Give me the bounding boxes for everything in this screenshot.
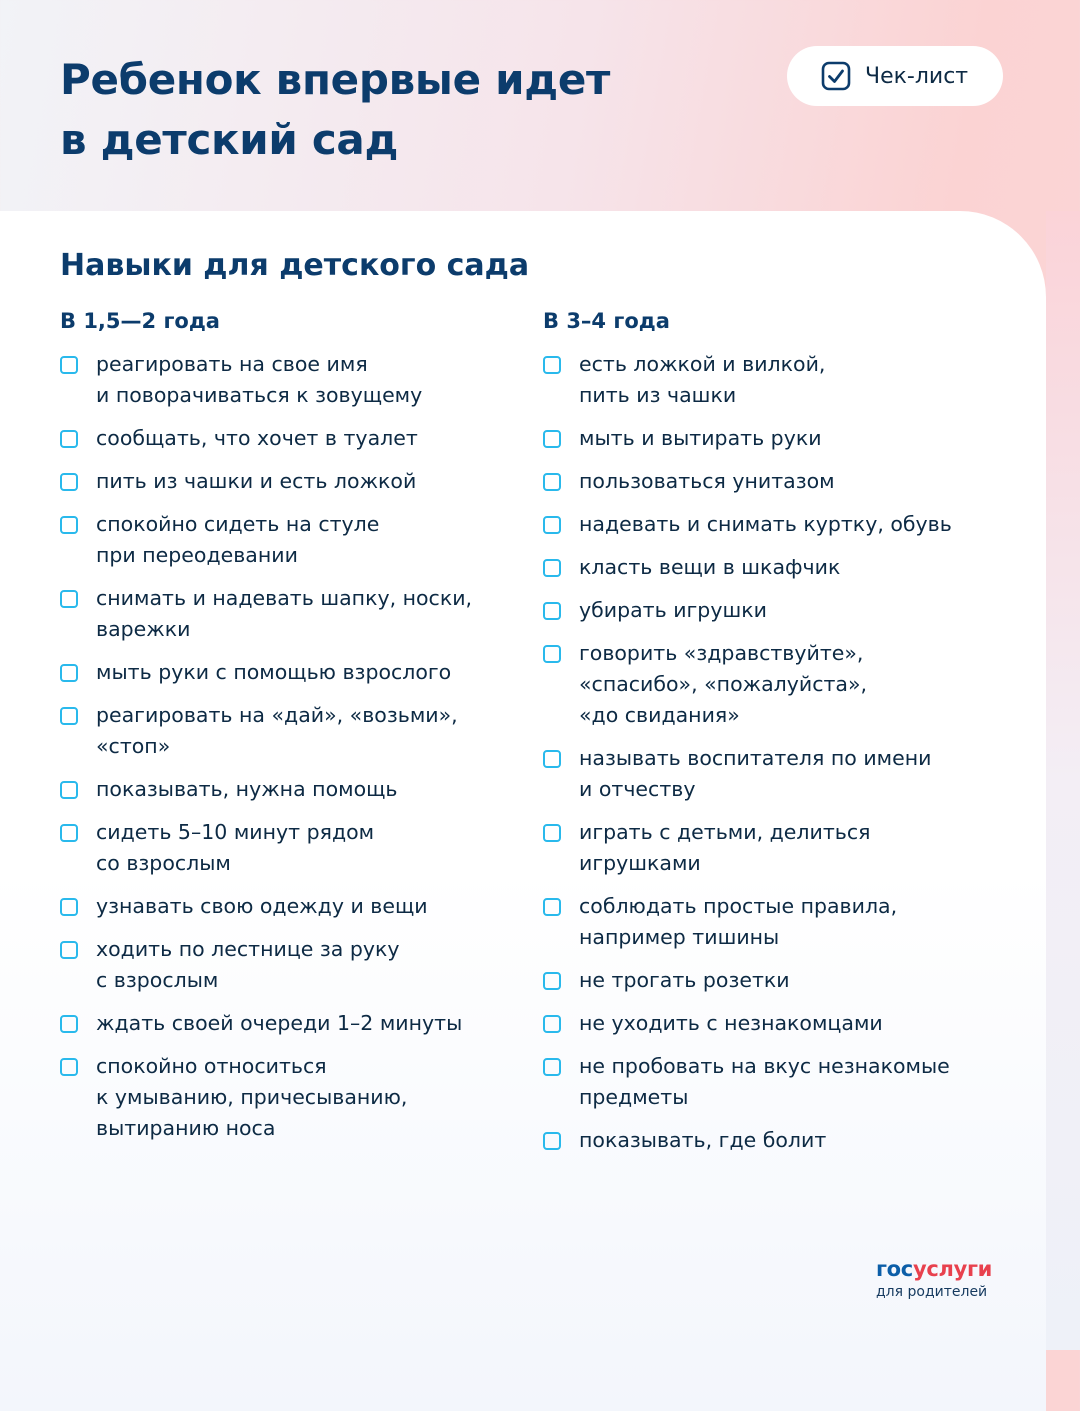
checkbox-icon[interactable] — [60, 664, 78, 682]
checkbox-icon[interactable] — [60, 1058, 78, 1076]
checkbox-icon[interactable] — [543, 356, 561, 374]
checklist-item-label: узнавать свою одежду и вещи — [96, 894, 428, 918]
checklist-item[interactable] — [60, 1051, 520, 1144]
checklist-item[interactable] — [60, 700, 520, 762]
checkbox-icon[interactable] — [543, 898, 561, 916]
checklist-item-label: ждать своей очереди 1–2 минуты — [96, 1011, 463, 1035]
checkbox-icon[interactable] — [60, 430, 78, 448]
checklist-item-label: не трогать розетки — [579, 968, 790, 992]
checklist-item-label: реагировать на «дай», «возьми», «стоп» — [96, 703, 458, 758]
checklist-item-label: пить из чашки и есть ложкой — [96, 469, 417, 493]
checkbox-icon[interactable] — [60, 707, 78, 725]
right-column-heading: В 3–4 года — [543, 309, 670, 333]
checklist-item-label: снимать и надевать шапку, носки, варежки — [96, 586, 473, 641]
checkbox-icon[interactable] — [543, 972, 561, 990]
section-title: Навыки для детского сада — [60, 248, 530, 283]
checklist-item[interactable] — [543, 1051, 1013, 1113]
checkbox-icon[interactable] — [60, 898, 78, 916]
checklist-item-label: есть ложкой и вилкой, пить из чашки — [579, 352, 826, 407]
checklist-item-label: спокойно относиться к умыванию, причесыванию, вытиранию носа — [96, 1054, 408, 1140]
checklist-item-label: спокойно сидеть на стуле при переодевании — [96, 512, 380, 567]
checklist-item-label: сидеть 5–10 минут рядом со взрослым — [96, 820, 375, 875]
page-title — [60, 50, 610, 170]
checklist-item-label: мыть руки с помощью взрослого — [96, 660, 452, 684]
checkbox-icon[interactable] — [60, 590, 78, 608]
checkbox-icon[interactable] — [543, 430, 561, 448]
checkbox-icon[interactable] — [543, 473, 561, 491]
checklist-item-label: показывать, где болит — [579, 1128, 827, 1152]
checklist-item[interactable] — [543, 349, 1013, 411]
checklist-item-label: играть с детьми, делиться игрушками — [579, 820, 871, 875]
right-checklist — [543, 349, 1013, 1156]
checkbox-icon[interactable] — [60, 941, 78, 959]
checklist-item-label: соблюдать простые правила, например тишины — [579, 894, 898, 949]
checklist-item-label: не пробовать на вкус незнакомые предметы — [579, 1054, 950, 1109]
checklist-badge-label: Чек-лист — [865, 63, 969, 89]
brand-wordmark — [876, 1256, 1006, 1282]
checkbox-icon[interactable] — [543, 1015, 561, 1033]
left-checklist — [60, 349, 520, 1144]
checklist-item[interactable] — [543, 743, 1013, 805]
checkbox-icon[interactable] — [60, 516, 78, 534]
checklist-item[interactable] — [543, 817, 1013, 879]
checklist-item[interactable] — [543, 891, 1013, 953]
checklist-item-label: мыть и вытирать руки — [579, 426, 822, 450]
checklist-item-label: не уходить с незнакомцами — [579, 1011, 883, 1035]
checklist-item[interactable] — [60, 774, 520, 805]
checklist-item[interactable] — [543, 552, 1013, 583]
checklist-item[interactable] — [543, 423, 1013, 454]
checklist-item-label: ходить по лестнице за руку с взрослым — [96, 937, 400, 992]
checkbox-icon[interactable] — [543, 559, 561, 577]
card-edge-decoration — [1046, 211, 1080, 1350]
checklist-item-label: убирать игрушки — [579, 598, 767, 622]
checklist-item[interactable] — [543, 1008, 1013, 1039]
checklist-item[interactable] — [60, 349, 520, 411]
checkbox-icon[interactable] — [543, 750, 561, 768]
brand-part-2: услуги — [912, 1257, 993, 1281]
checklist-item[interactable] — [543, 466, 1013, 497]
checklist-item[interactable] — [543, 509, 1013, 540]
checklist-badge — [787, 46, 1003, 106]
checkbox-icon[interactable] — [60, 781, 78, 799]
checked-box-icon — [821, 61, 851, 91]
checklist-item[interactable] — [60, 423, 520, 454]
checkbox-icon[interactable] — [543, 1132, 561, 1150]
checklist-item[interactable] — [60, 1008, 520, 1039]
checklist-item-label: надевать и снимать куртку, обувь — [579, 512, 952, 536]
checklist-item[interactable] — [60, 583, 520, 645]
checklist-item[interactable] — [60, 817, 520, 879]
checklist-item[interactable] — [60, 509, 520, 571]
page-title-line-2: в детский сад — [60, 115, 399, 164]
checkbox-icon[interactable] — [543, 645, 561, 663]
checklist-item[interactable] — [60, 657, 520, 688]
checkbox-icon[interactable] — [543, 1058, 561, 1076]
left-column — [60, 303, 520, 1156]
checklist-item-label: показывать, нужна помощь — [96, 777, 398, 801]
checklist-item-label: класть вещи в шкафчик — [579, 555, 841, 579]
checklist-item-label: сообщать, что хочет в туалет — [96, 426, 418, 450]
checklist-item[interactable] — [60, 934, 520, 996]
checklist-item[interactable] — [60, 891, 520, 922]
checkbox-icon[interactable] — [543, 516, 561, 534]
checklist-item[interactable] — [543, 965, 1013, 996]
checkbox-icon[interactable] — [60, 356, 78, 374]
gosuslugi-logo — [876, 1256, 1006, 1302]
checkbox-icon[interactable] — [543, 824, 561, 842]
checklist-item-label: называть воспитателя по имени и отчеству — [579, 746, 932, 801]
checklist-item[interactable] — [543, 595, 1013, 626]
brand-part-1: гос — [876, 1257, 913, 1281]
checkbox-icon[interactable] — [543, 602, 561, 620]
checklist-item-label: пользоваться унитазом — [579, 469, 835, 493]
checklist-item[interactable] — [543, 1125, 1013, 1156]
checklist-item-label: реагировать на свое имя и поворачиваться к зовущему — [96, 352, 423, 407]
right-column — [543, 303, 1013, 1168]
checklist-item[interactable] — [60, 466, 520, 497]
checkbox-icon[interactable] — [60, 473, 78, 491]
checklist-item-label: говорить «здравствуйте», «спасибо», «пожалуйста», «до свидания» — [579, 641, 868, 727]
checkbox-icon[interactable] — [60, 1015, 78, 1033]
brand-subtitle: для родителей — [876, 1284, 988, 1300]
left-column-heading: В 1,5—2 года — [60, 309, 220, 333]
checkbox-icon[interactable] — [60, 824, 78, 842]
checklist-item[interactable] — [543, 638, 1013, 731]
page-title-line-1: Ребенок впервые идет — [60, 55, 611, 104]
